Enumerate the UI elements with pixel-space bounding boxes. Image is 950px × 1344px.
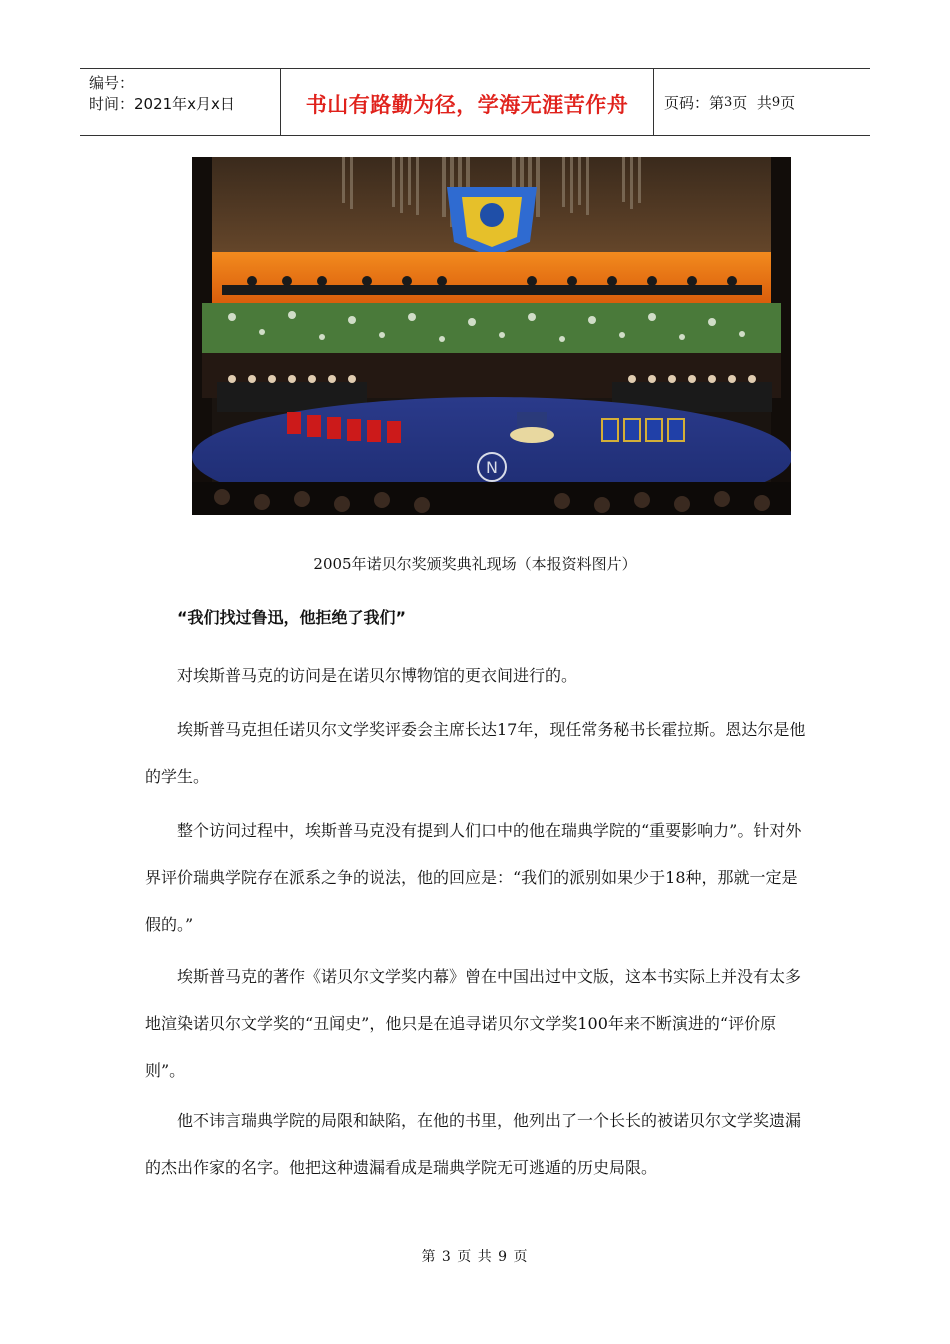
paragraph-5: [145, 1097, 810, 1191]
paragraph-2: [145, 706, 810, 800]
page-mid: 页 共: [732, 93, 772, 112]
section-heading: “我们找过鲁迅，他拒绝了我们”: [177, 608, 407, 627]
header-page-indicator: [654, 69, 870, 135]
ceremony-illustration: [192, 157, 791, 515]
paragraph-3-text: 整个访问过程中，埃斯普马克没有提到人们口中的他在瑞典学院的“重要影响力”。针对外界评价瑞典学院存在派系之争的说法，他的回应是：“我们的派别如果少于18种，那就一定是假的。”: [145, 821, 802, 934]
document-date: 时间：2021年x月x日: [89, 95, 235, 113]
page-header: [80, 68, 870, 136]
header-motto: 书山有路勤为径，学海无涯苦作舟: [305, 93, 629, 117]
paragraph-4: [145, 953, 810, 1094]
page-footer: 第 3 页 共 9 页: [421, 1249, 529, 1265]
nobel-emblem-letter: N: [486, 458, 498, 477]
ceremony-photo: [192, 157, 791, 515]
page-total: 9: [771, 94, 781, 110]
paragraph-1-text: 对埃斯普马克的访问是在诺贝尔博物馆的更衣间进行的。: [177, 666, 578, 685]
page-suffix: 页: [780, 93, 796, 112]
header-motto-cell: [281, 69, 654, 135]
photo-caption: 2005年诺贝尔奖颁奖典礼现场（本报资料图片）: [313, 555, 637, 573]
paragraph-3: [145, 807, 810, 948]
page-current: 3: [724, 94, 733, 110]
document-number-label: 编号：: [89, 74, 135, 92]
paragraph-1: [145, 652, 810, 699]
page-prefix: 页码：第: [664, 93, 725, 112]
paragraph-5-text: 他不讳言瑞典学院的局限和缺陷，在他的书里，他列出了一个长长的被诺贝尔文学奖遗漏的杰出作家的名字。他把这种遗漏看成是瑞典学院无可逃遁的历史局限。: [145, 1111, 802, 1177]
paragraph-4-text: 埃斯普马克的著作《诺贝尔文学奖内幕》曾在中国出过中文版，这本书实际上并没有太多地渲染诺贝尔文学奖的“丑闻史”，他只是在追寻诺贝尔文学奖100年来不断演进的“评价原则”。: [145, 967, 802, 1080]
paragraph-2-text: 埃斯普马克担任诺贝尔文学奖评委会主席长达17年，现任常务秘书长霍拉斯。恩达尔是他的学生。: [145, 720, 806, 786]
header-meta: [80, 69, 281, 135]
